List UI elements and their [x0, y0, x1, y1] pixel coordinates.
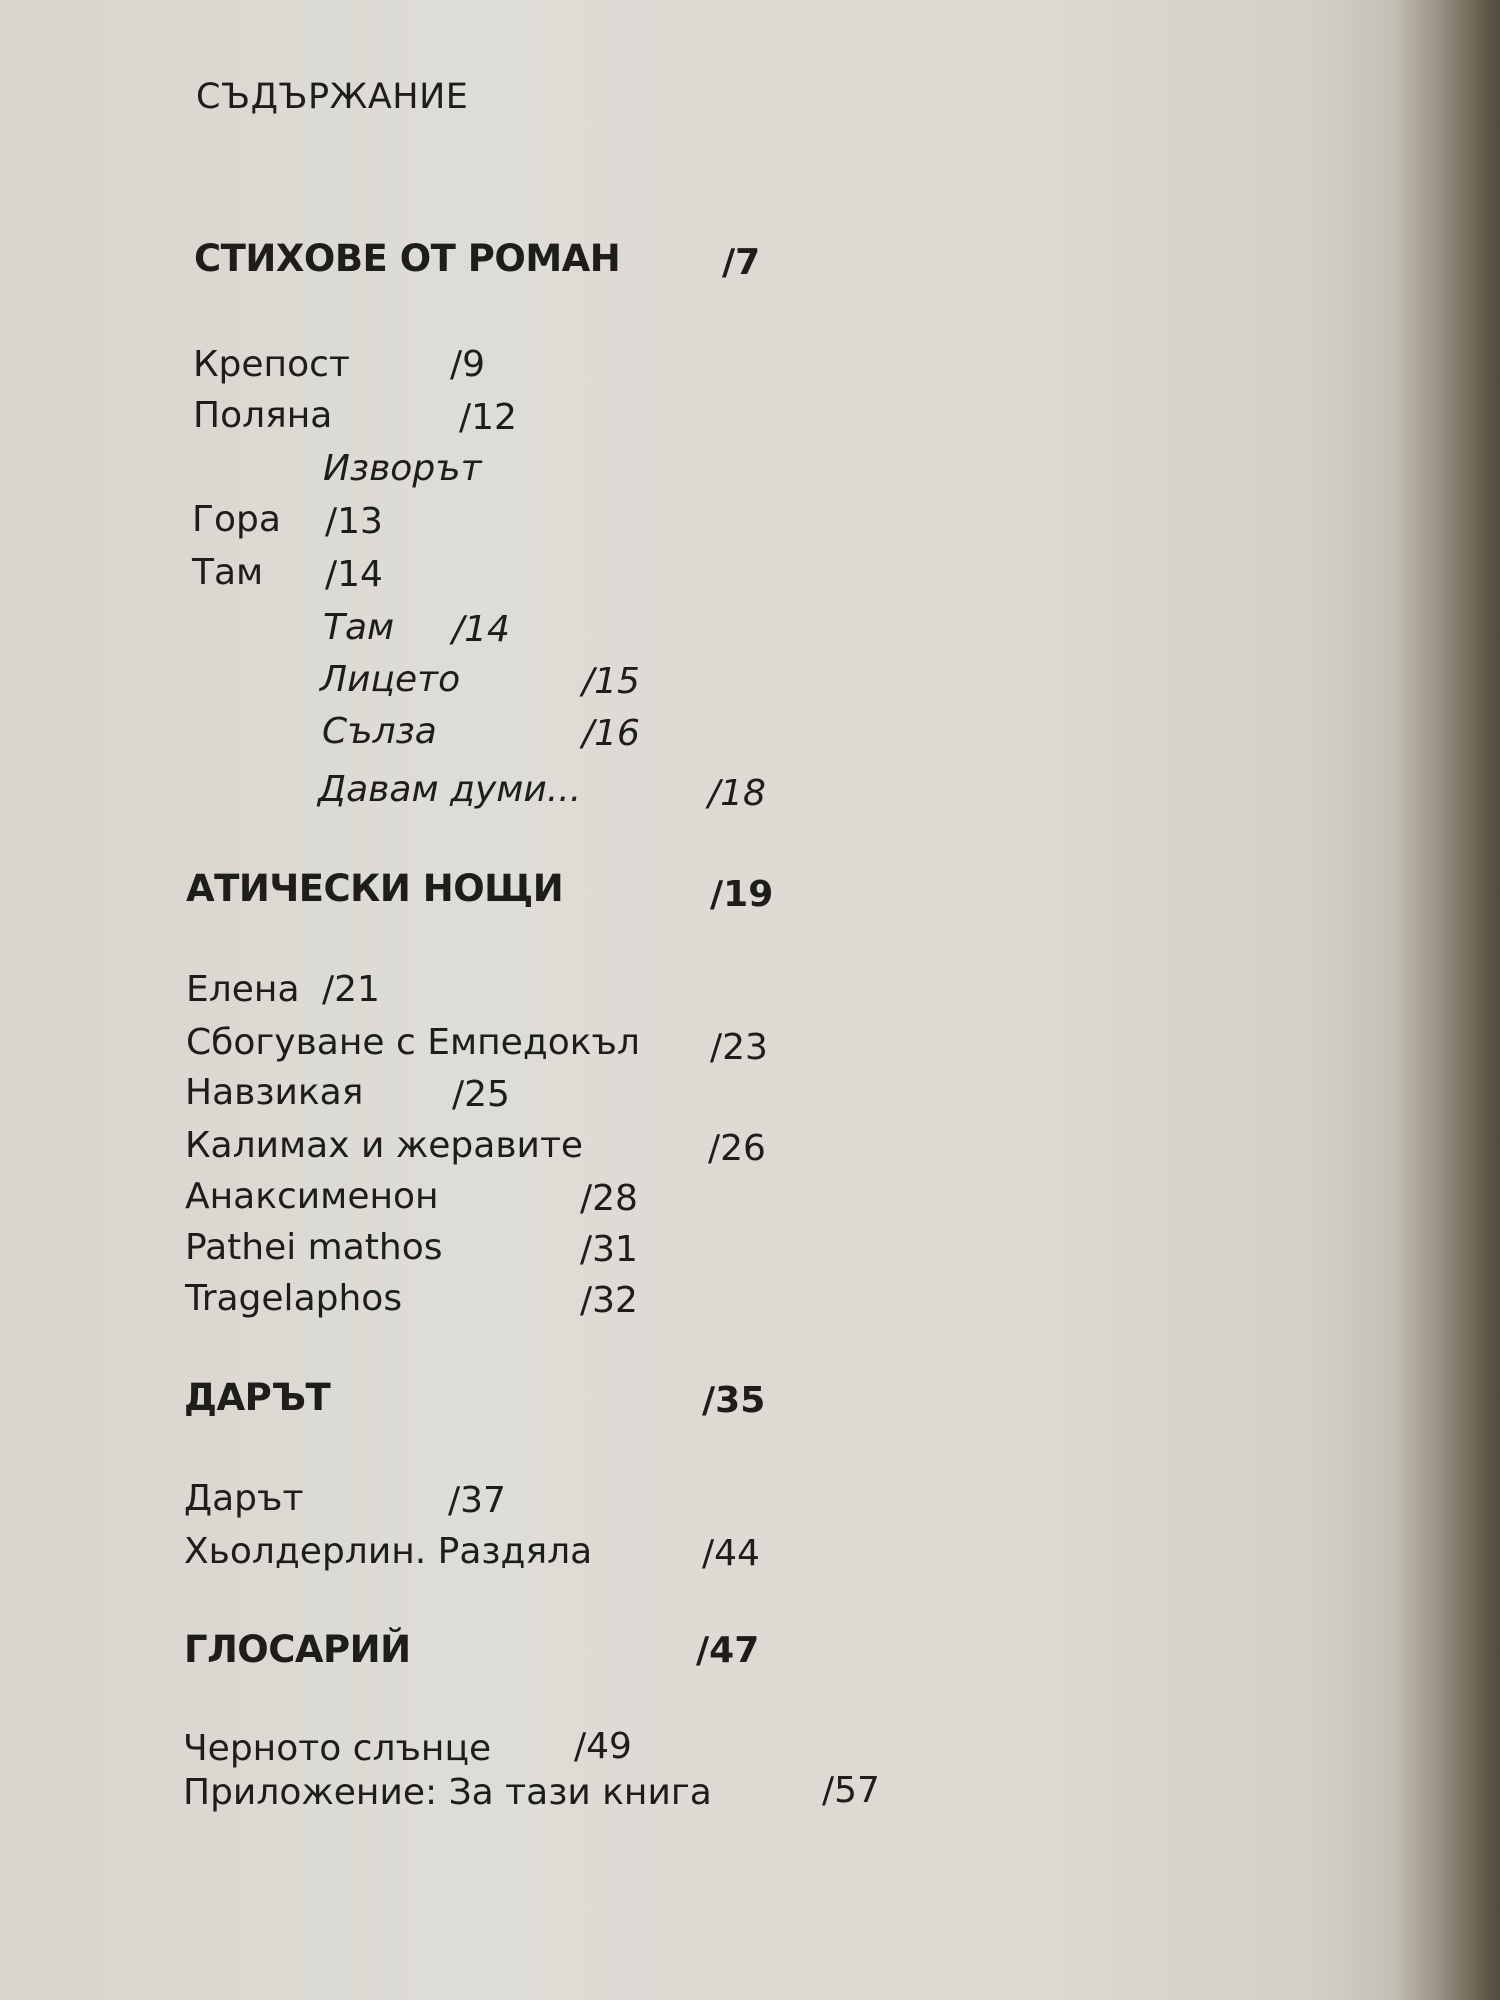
- toc-entry: Там: [192, 552, 264, 593]
- toc-entry: Изворът: [323, 448, 482, 489]
- toc-page: /49: [574, 1726, 632, 1767]
- toc-page: /9: [450, 344, 486, 385]
- section-heading: СТИХОВЕ ОТ РОМАН: [194, 237, 621, 280]
- section-heading: АТИЧЕСКИ НОЩИ: [186, 867, 564, 910]
- toc-page: /18: [708, 773, 766, 814]
- toc-entry: Сълза: [322, 711, 437, 752]
- section-page: /35: [702, 1380, 766, 1421]
- section-heading: ДАРЪТ: [184, 1376, 331, 1419]
- toc-page: /44: [702, 1533, 760, 1574]
- toc-page: /13: [325, 501, 383, 542]
- toc-entry: Pathei mathos: [185, 1227, 443, 1268]
- toc-page: /25: [452, 1074, 510, 1115]
- toc-entry: Там: [323, 607, 395, 648]
- toc-page: /14: [452, 609, 510, 650]
- toc-entry: Лицето: [320, 659, 461, 700]
- toc-page: /26: [708, 1128, 766, 1169]
- toc-entry: Анаксименон: [185, 1176, 439, 1217]
- section-page: /47: [696, 1630, 760, 1671]
- toc-entry: Крепост: [193, 344, 350, 385]
- toc-page: /37: [448, 1480, 506, 1521]
- toc-entry: Приложение: За тази книга: [183, 1772, 712, 1813]
- toc-title: СЪДЪРЖАНИЕ: [196, 77, 469, 117]
- toc-entry: Гора: [192, 499, 281, 540]
- toc-entry: Калимах и жеравите: [185, 1125, 584, 1166]
- toc-page: /28: [580, 1178, 638, 1219]
- toc-entry: Навзикая: [185, 1072, 364, 1113]
- toc-entry: Поляна: [193, 395, 333, 436]
- toc-page: /12: [459, 397, 517, 438]
- toc-entry: Елена: [186, 969, 300, 1010]
- page-curl-shadow: [1395, 0, 1500, 2000]
- toc-page: /14: [325, 554, 383, 595]
- toc-entry: Давам думи...: [318, 769, 582, 810]
- toc-page: /15: [582, 661, 640, 702]
- toc-entry: Хьолдерлин. Раздяла: [184, 1531, 593, 1572]
- toc-page: /57: [822, 1770, 880, 1811]
- toc-page: /21: [322, 969, 380, 1010]
- section-heading: ГЛОСАРИЙ: [184, 1628, 411, 1671]
- toc-page: /32: [580, 1280, 638, 1321]
- toc-entry: Сбогуване с Емпедокъл: [186, 1022, 640, 1063]
- toc-page: /31: [580, 1229, 638, 1270]
- section-page: /7: [722, 242, 761, 283]
- section-page: /19: [710, 874, 774, 915]
- toc-entry: Tragelaphos: [185, 1278, 403, 1319]
- toc-page: /23: [710, 1027, 768, 1068]
- toc-entry: Черното слънце: [183, 1728, 492, 1769]
- toc-entry: Дарът: [184, 1478, 304, 1519]
- toc-page: /16: [582, 713, 640, 754]
